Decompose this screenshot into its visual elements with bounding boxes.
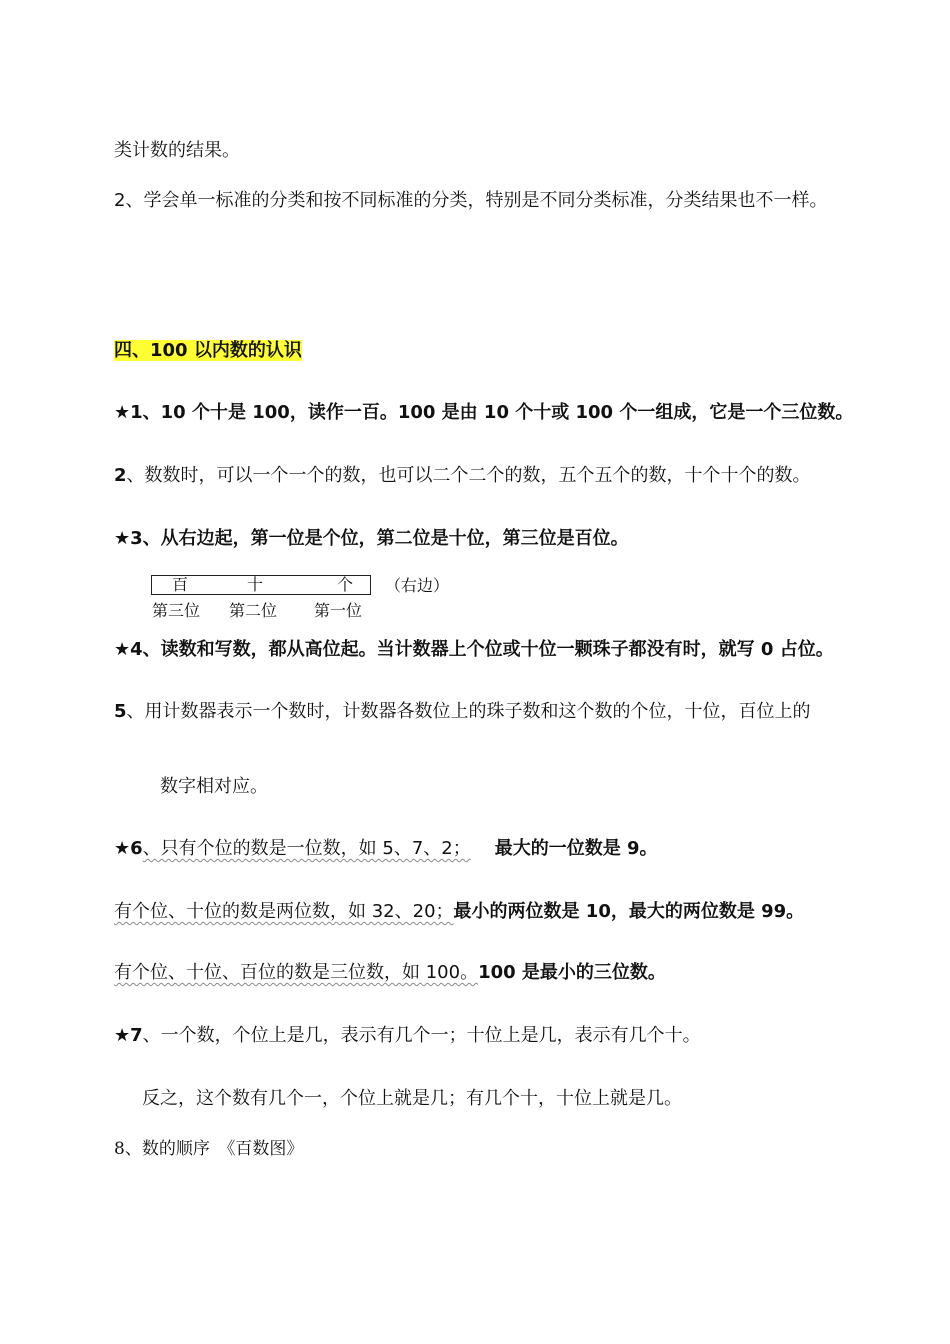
item-6-line-3 [114,960,666,986]
text-line-2: 2、学会单一标准的分类和按不同标准的分类，特别是不同分类标准，分类结果也不一样。 [114,190,828,211]
right-side-note: （右边） [385,576,450,595]
label-first-place: 第一位 [314,601,363,620]
item-3: ★3、从右边起，第一位是个位，第二位是十位，第三位是百位。 [114,528,629,549]
text-line-1: 类计数的结果。 [114,140,240,161]
item-6-line-2-bold: 最小的两位数是 10，最大的两位数是 99。 [453,901,805,922]
item-5-text: 、用计数器表示一个数时，计数器各数位上的珠子数和这个数的个位，十位，百位上的 [126,701,811,722]
item-7-number: ★7 [114,1025,143,1046]
item-2-text: 、数数时，可以一个一个的数，也可以二个二个的数，五个五个的数，十个十个的数。 [126,465,811,486]
item-6 [114,836,658,862]
item-6-line-2-text: 有个位、十位的数是两位数，如 32、20； [114,901,454,922]
section-heading [114,338,302,364]
item-6-number: ★6 [114,838,143,859]
item-6-bold: 最大的一位数是 9。 [494,838,658,859]
item-7 [114,1023,701,1049]
label-second-place: 第二位 [229,601,278,620]
item-4: ★4、读数和写数，都从高位起。当计数器上个位或十位一颗珠子都没有时，就写 0 占位。 [114,639,834,660]
heading-highlight: 四、100 以内数的认识 [114,340,302,361]
item-6-line-3-text: 有个位、十位、百位的数是三位数，如 100。 [114,962,479,983]
item-1: ★1、10 个十是 100，读作一百。100 是由 10 个十或 100 个一组成，它是一个三位数。 [114,402,854,423]
item-5-number: 5 [114,701,127,722]
item-6-text: 、只有个位的数是一位数，如 5、7、2； [142,838,471,859]
place-ones: 个 [337,575,354,594]
place-value-box [151,575,371,595]
item-6-line-2 [114,899,804,925]
item-5 [114,699,811,725]
item-2-number: 2 [114,465,127,486]
place-tens: 十 [247,575,264,594]
item-6-line-3-bold: 100 是最小的三位数。 [478,962,666,983]
item-2 [114,463,811,489]
label-third-place: 第三位 [152,601,201,620]
item-5-continued: 数字相对应。 [160,776,268,797]
place-hundreds: 百 [172,575,189,594]
item-7-text: 、一个数，个位上是几，表示有几个一；十位上是几，表示有几个十。 [142,1025,701,1046]
item-8: 8、数的顺序 《百数图》 [114,1139,304,1159]
item-7-continued: 反之，这个数有几个一，个位上就是几；有几个十，十位上就是几。 [142,1088,682,1109]
